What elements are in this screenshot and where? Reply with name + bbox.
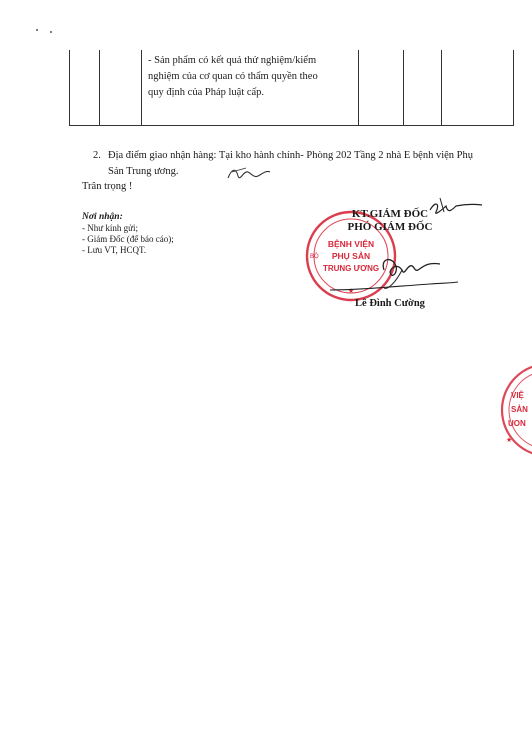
stamp-text-bottom: TRUNG ƯƠNG bbox=[322, 264, 380, 273]
recipients-block bbox=[82, 212, 174, 256]
item-text: Địa điểm giao nhận hàng: Tại kho hành chính- Phòng 202 Tầng 2 nhà E bệnh viện Phụ Sản Trung ương. bbox=[108, 150, 474, 177]
signer-name: Lê Đình Cường bbox=[355, 298, 425, 309]
scan-speck bbox=[50, 31, 52, 33]
table-column-divider bbox=[99, 50, 100, 126]
closing-text: Trân trọng ! bbox=[82, 181, 133, 192]
table-border bbox=[69, 50, 70, 126]
table-column-divider bbox=[403, 50, 404, 126]
table-column-divider bbox=[358, 50, 359, 126]
cell-line: - Sản phẩm có kết quả thử nghiệm/kiểm bbox=[148, 55, 317, 66]
signer-title-2: PHÓ GIÁM ĐỐC bbox=[347, 221, 433, 233]
scan-speck bbox=[36, 29, 38, 31]
cell-line: quy định của Pháp luật cấp. bbox=[148, 87, 265, 98]
table-cell-requirement bbox=[148, 53, 343, 101]
edge-stamp-star-icon: ★ bbox=[506, 436, 513, 444]
stamp-text-mid: PHỤ SẢN bbox=[331, 251, 371, 261]
signer-title-1: KT.GIÁM ĐỐC bbox=[351, 208, 429, 220]
table-column-divider bbox=[441, 50, 442, 126]
table-bottom-border bbox=[69, 125, 514, 126]
edge-stamp-line: UON bbox=[508, 419, 526, 428]
stamp-prefix: BỘ bbox=[310, 254, 319, 260]
signature-block bbox=[300, 195, 480, 325]
stamp-star-icon: ★ bbox=[347, 287, 355, 295]
table-border bbox=[513, 50, 514, 126]
cell-line: nghiệm của cơ quan có thẩm quyền theo bbox=[148, 71, 318, 82]
recipient-item: - Giám Đốc (để báo cáo); bbox=[82, 234, 174, 244]
requirements-table-fragment bbox=[69, 50, 514, 126]
edge-stamp-line: SẢN bbox=[511, 405, 528, 414]
edge-stamp-line: VIỆ bbox=[511, 391, 524, 400]
stamp-text-top: BỆNH VIỆN bbox=[327, 239, 375, 249]
item-number: 2. bbox=[93, 150, 101, 161]
table-column-divider bbox=[141, 50, 142, 126]
recipient-item: - Như kính gửi; bbox=[82, 223, 139, 233]
recipient-item: - Lưu VT, HCQT. bbox=[82, 245, 147, 255]
recipients-heading: Nơi nhận: bbox=[82, 212, 123, 222]
